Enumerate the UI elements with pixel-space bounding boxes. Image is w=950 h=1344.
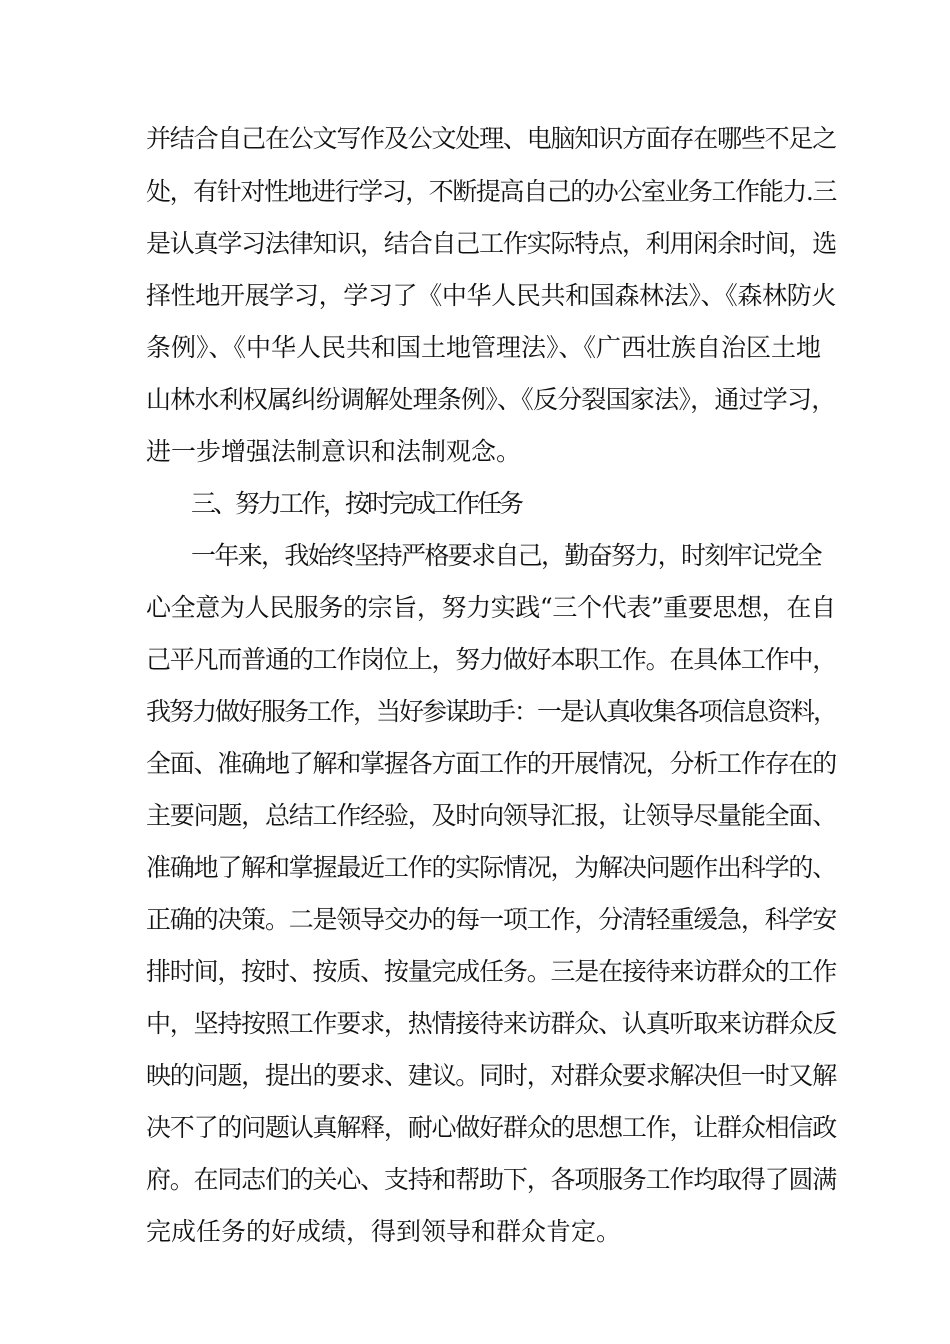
text-line: 主要问题，总结工作经验，及时向领导汇报，让领导尽量能全面、 — [146, 801, 837, 830]
text-line: 映的问题，提出的要求、建议。同时，对群众要求解决但一时又解 — [146, 1061, 837, 1090]
text-line: 处，有针对性地进行学习，不断提高自己的办公室业务工作能力.三 — [146, 177, 836, 206]
text-line: 完成任务的好成绩，得到领导和群众肯定。 — [146, 1217, 622, 1246]
section-heading: 三、努力工作，按时完成工作任务 — [191, 489, 522, 518]
text-line: 山林水利权属纠纷调解处理条例》、《反分裂国家法》，通过学习， — [146, 385, 836, 414]
text-line: 中，坚持按照工作要求，热情接待来访群众、认真听取来访群众反 — [146, 1009, 837, 1038]
text-line: 己平凡而普通的工作岗位上，努力做好本职工作。在具体工作中， — [146, 645, 837, 674]
text-line: 进一步增强法制意识和法制观念。 — [146, 437, 522, 466]
text-line: 择性地开展学习，学习了《中华人民共和国森林法》、《森林防火 — [146, 281, 837, 310]
text-line: 府。在同志们的关心、支持和帮助下，各项服务工作均取得了圆满 — [146, 1165, 837, 1194]
text-line: 一年来，我始终坚持严格要求自己，勤奋努力，时刻牢记党全 — [191, 541, 822, 570]
text-line: 是认真学习法律知识，结合自己工作实际特点，利用闲余时间，选 — [146, 229, 837, 258]
text-line: 决不了的问题认真解释，耐心做好群众的思想工作，让群众相信政 — [146, 1113, 837, 1142]
text-line: 全面、准确地了解和掌握各方面工作的开展情况，分析工作存在的 — [146, 749, 837, 778]
text-line: 正确的决策。二是领导交办的每一项工作，分清轻重缓急，科学安 — [146, 905, 837, 934]
text-line: 心全意为人民服务的宗旨，努力实践“三个代表”重要思想，在自 — [146, 593, 836, 622]
text-line: 条例》、《中华人民共和国土地管理法》、《广西壮族自治区土地 — [146, 333, 822, 362]
text-line: 并结合自己在公文写作及公文处理、电脑知识方面存在哪些不足之 — [146, 124, 837, 153]
text-line: 排时间，按时、按质、按量完成任务。三是在接待来访群众的工作 — [146, 957, 837, 986]
text-line: 准确地了解和掌握最近工作的实际情况，为解决问题作出科学的、 — [146, 853, 837, 882]
text-line: 我努力做好服务工作，当好参谋助手：一是认真收集各项信息资料， — [146, 697, 837, 726]
